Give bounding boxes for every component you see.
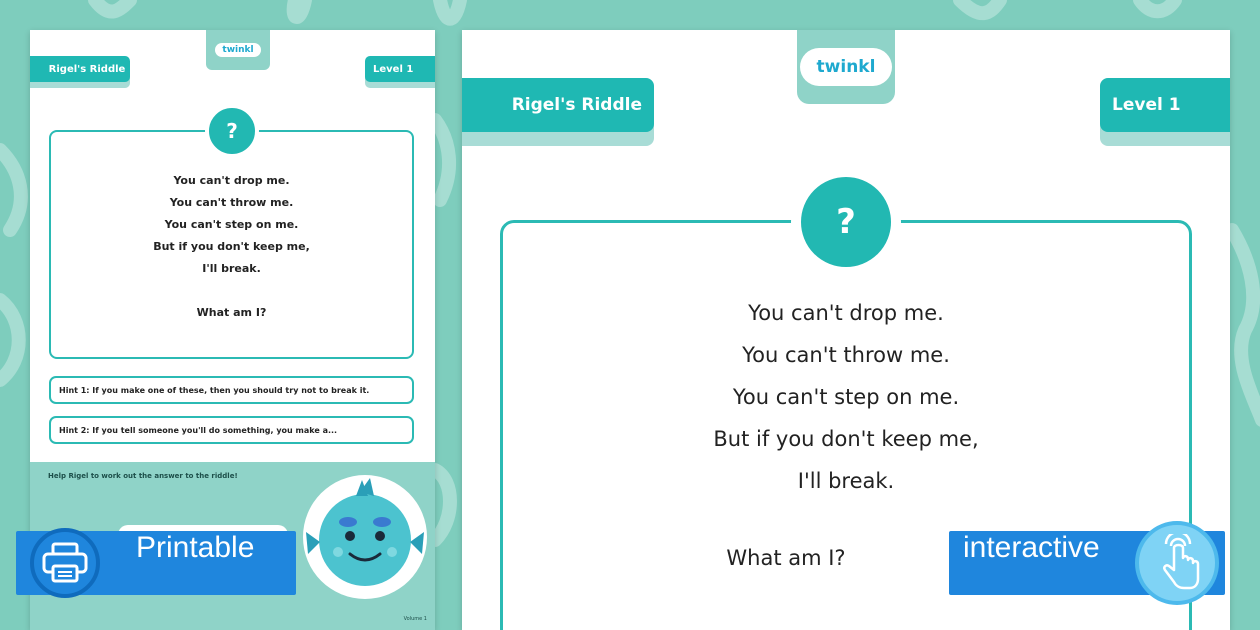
- rigel-fish-character-icon: [298, 470, 433, 605]
- interactive-label: interactive: [963, 531, 1100, 564]
- riddle-line: You can't drop me.: [748, 301, 944, 325]
- interactive-badge[interactable]: [949, 531, 1225, 595]
- riddle-text: [49, 170, 414, 324]
- logo-tab: [206, 30, 270, 70]
- printable-badge[interactable]: [16, 531, 296, 595]
- tap-hand-icon: [1135, 521, 1219, 605]
- riddle-question: What am I?: [726, 546, 846, 570]
- riddle-text: [500, 292, 1192, 502]
- printable-label: Printable: [136, 531, 255, 564]
- hint-1: Hint 1: If you make one of these, then you should try not to break it.: [49, 376, 414, 404]
- riddle-line: I'll break.: [202, 262, 261, 275]
- volume-label: Volume 1: [403, 616, 427, 622]
- riddle-line: You can't throw me.: [169, 196, 294, 209]
- riddle-line: You can't step on me.: [732, 385, 960, 409]
- riddle-line: But if you don't keep me,: [713, 427, 979, 451]
- question-mark-icon: ?: [205, 104, 259, 158]
- level-tab: Level 1: [365, 56, 435, 82]
- question-mark-icon: ?: [791, 167, 901, 277]
- twinkl-logo: twinkl: [803, 51, 890, 83]
- level-tab: Level 1: [1100, 78, 1230, 132]
- riddle-line: You can't throw me.: [742, 343, 950, 367]
- hint-2: Hint 2: If you tell someone you'll do something, you make a...: [49, 416, 414, 444]
- riddle-line: I'll break.: [797, 469, 895, 493]
- help-text: Help Rigel to work out the answer to the riddle!: [48, 472, 238, 480]
- worksheet-title-tab: Rigel's Riddle: [462, 78, 654, 132]
- riddle-question: What am I?: [196, 306, 267, 319]
- worksheet-title-tab: Rigel's Riddle: [30, 56, 130, 82]
- riddle-line: You can't step on me.: [164, 218, 299, 231]
- printer-icon: [30, 528, 100, 598]
- riddle-line: But if you don't keep me,: [153, 240, 310, 253]
- riddle-line: You can't drop me.: [173, 174, 290, 187]
- logo-tab: [797, 30, 895, 104]
- twinkl-logo: twinkl: [215, 43, 260, 57]
